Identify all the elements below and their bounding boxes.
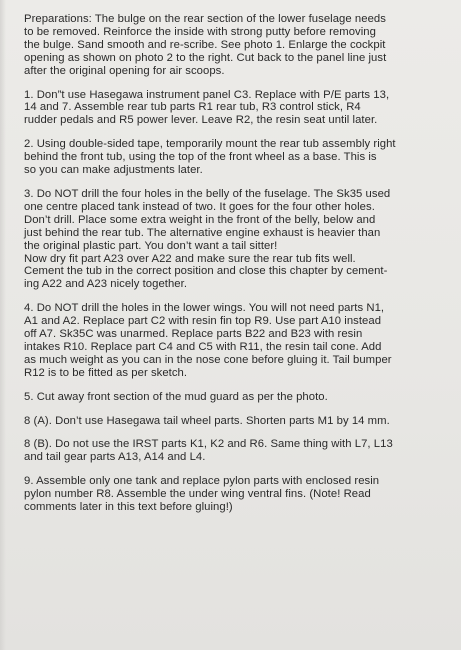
step-8a-paragraph: 8 (A). Don’t use Hasegawa tail wheel parts. Shorten parts M1 by 14 mm. <box>24 414 390 427</box>
step-8b-paragraph: 8 (B). Do not use the IRST parts K1, K2 and R6. Same thing with L7, L13 and tail gear parts A13, A14 and L4. <box>24 438 393 464</box>
step-5-paragraph: 5. Cut away front section of the mud guard as per the photo. <box>24 390 328 403</box>
step-1-paragraph: 1. Don”t use Hasegawa instrument panel C3. Replace with P/E parts 13, 14 and 7. Assemble rear tub parts R1 rear tub, R3 control stick, R4 rudder pedals and R5 power lever. Leave R2, the resin seat until later. <box>24 88 390 127</box>
step-3-paragraph: 3. Do NOT drill the four holes in the belly of the fuselage. The Sk35 used one centre placed tank instead of two. It goes for the four other holes. Don’t drill. Place some extra weight in the front of the belly, below and just behind the rear tub. The alternative engine exhaust is heavier than the original plastic part. You don’t want a tail sitter! Now dry fit part A23 over A22 and make sure the rear tub fits well. Cement the tub in the correct position and close this chapter by cement- ing A22 and A23 nicely together. <box>24 187 391 291</box>
preparations-paragraph: Preparations: The bulge on the rear section of the lower fuselage needs to be removed. Reinforce the inside with strong putty before removing the bulge. Sand smooth and re-scribe. See photo 1. Enlarge the cockpit opening as shown on photo 2 to the right. Cut back to the panel line just after the original opening for air scoops. <box>24 13 387 77</box>
step-4-paragraph: 4. Do NOT drill the holes in the lower wings. You will not need parts N1, A1 and A2. Replace part C2 with resin fin top R9. Use part A10 instead off A7. Sk35C was unarmed. Replace parts B22 and B23 with resin intakes R10. Replace part C4 and C5 with R11, the resin tail cone. Add as much weight as you can in the nose cone before gluing it. Tail bumper R12 is to be fitted as per sketch. <box>24 302 392 379</box>
step-9-paragraph: 9. Assemble only one tank and replace pylon parts with enclosed resin pylon number R8. Assemble the under wing ventral fins. (Note! Read comments later in this text before gluing!) <box>24 475 380 514</box>
step-2-paragraph: 2. Using double-sided tape, temporarily mount the rear tub assembly right behind the front tub, using the top of the front wheel as a base. This is so you can make adjustments later. <box>24 138 396 177</box>
